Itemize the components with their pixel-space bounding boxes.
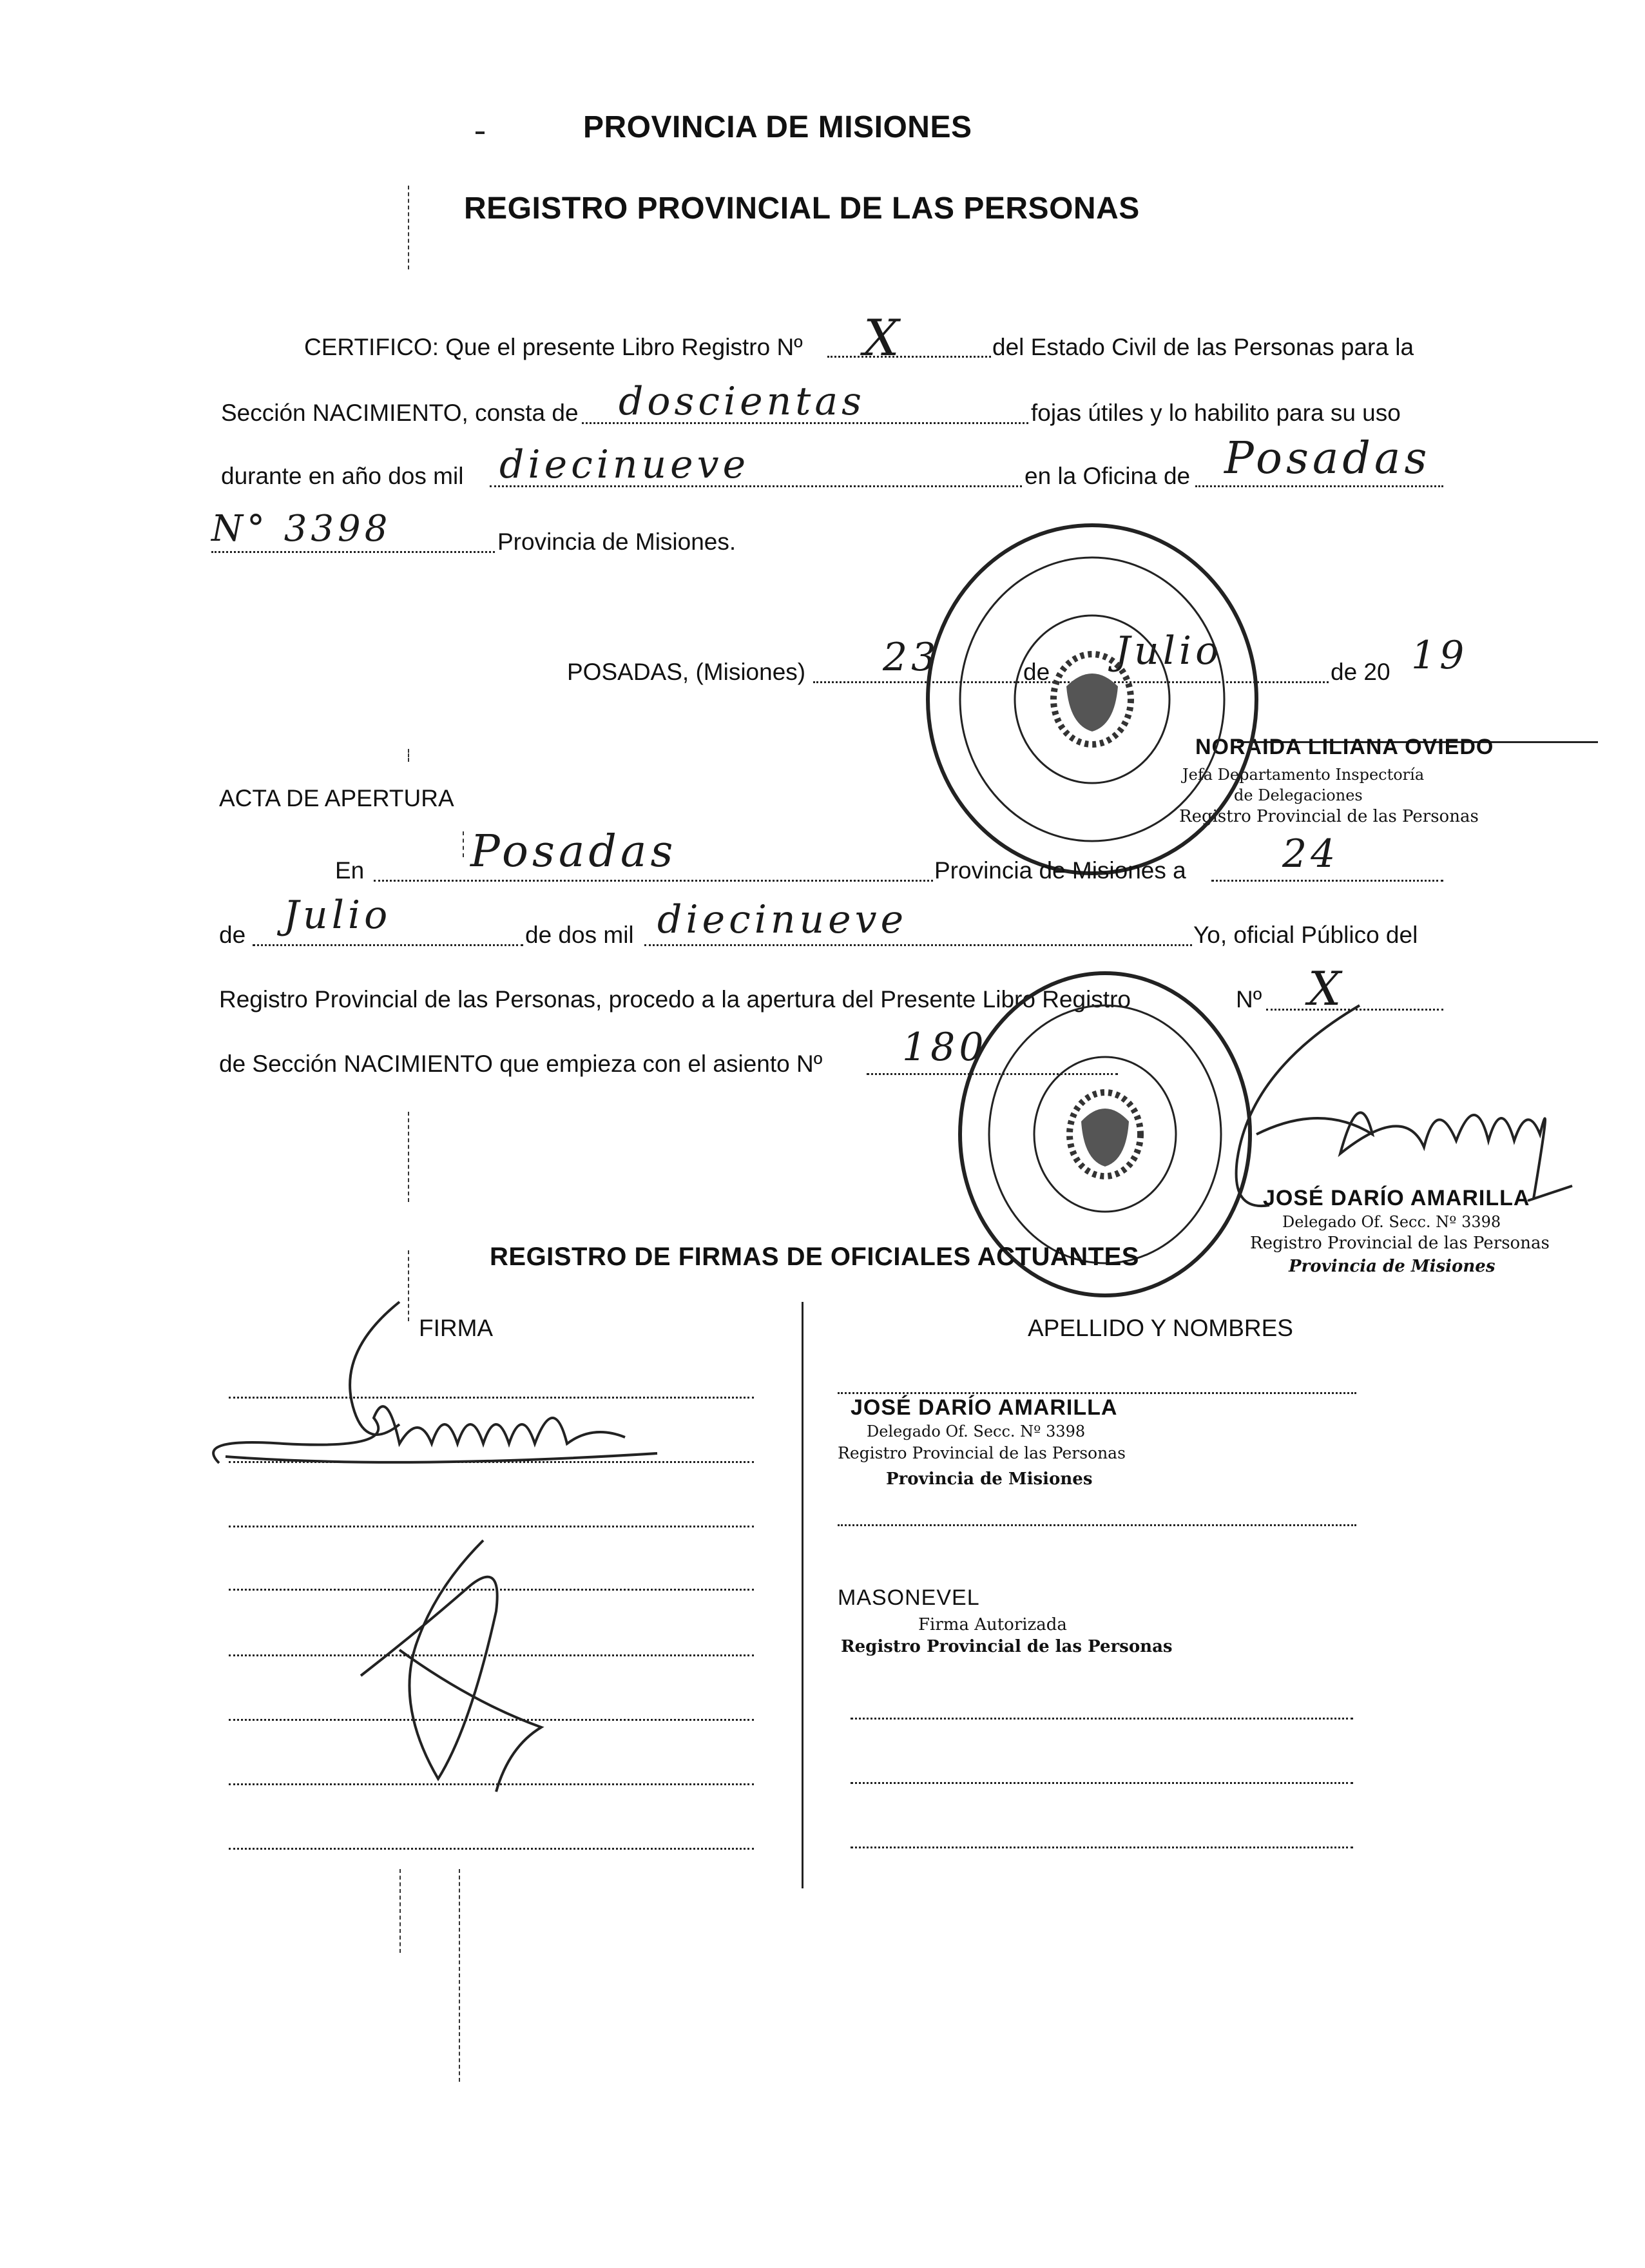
margin-mark xyxy=(459,1869,460,2082)
stamp-name: JOSÉ DARÍO AMARILLA xyxy=(1263,1186,1530,1210)
year-prefix: de 20 xyxy=(1331,659,1390,685)
handwritten-signature xyxy=(1211,993,1598,1250)
margin-mark xyxy=(408,749,409,762)
dotted-fill xyxy=(1211,880,1443,882)
signer-name: MASONEVEL xyxy=(838,1585,980,1610)
registry-title: REGISTRO PROVINCIAL DE LAS PERSONAS xyxy=(464,191,1140,226)
acta-province-label: Provincia de Misiones a xyxy=(934,857,1186,884)
nombres-row xyxy=(851,1718,1353,1720)
signatures-heading: REGISTRO DE FIRMAS DE OFICIALES ACTUANTES xyxy=(490,1243,1139,1271)
office-handwritten: Posadas xyxy=(1224,433,1431,484)
stamp-title1: Jefa Departamento Inspectoría xyxy=(1182,766,1425,784)
acta-line3: Registro Provincial de las Personas, procedo a la apertura del Presente Libro Registro xyxy=(219,986,1131,1013)
dotted-fill xyxy=(374,880,933,882)
nombres-row xyxy=(851,1846,1353,1848)
cert-line1-a: CERTIFICO: Que el presente Libro Registro Nº xyxy=(304,334,803,360)
office-number-handwritten: N° 3398 xyxy=(211,508,392,550)
margin-mark xyxy=(408,1112,409,1202)
acta-day-handwritten: 24 xyxy=(1282,831,1340,877)
year-handwritten: diecinueve xyxy=(499,442,750,487)
place-date-prefix: POSADAS, (Misiones) xyxy=(567,659,806,685)
cert-line4: Provincia de Misiones. xyxy=(497,528,736,555)
pages-handwritten: doscientas xyxy=(619,379,865,424)
province-title: PROVINCIA DE MISIONES xyxy=(583,110,972,144)
stamp-title2: de Delegaciones xyxy=(1234,786,1363,804)
acta-year-handwritten: diecinueve xyxy=(657,897,908,942)
nombres-row xyxy=(838,1524,1356,1526)
date-de-label: de xyxy=(1023,659,1050,685)
col-nombres-header: APELLIDO Y NOMBRES xyxy=(1028,1315,1293,1341)
stamp-title2: Registro Provincial de las Personas xyxy=(1250,1234,1550,1253)
acta-official-label: Yo, oficial Público del xyxy=(1193,922,1418,948)
signer-name: JOSÉ DARÍO AMARILLA xyxy=(851,1395,1118,1420)
nombres-row xyxy=(838,1392,1356,1394)
dotted-fill xyxy=(827,356,991,358)
acta-de-label: de xyxy=(219,922,246,948)
year-suffix-handwritten: 19 xyxy=(1411,633,1468,678)
acta-nro-label: Nº xyxy=(1236,986,1262,1013)
nombres-row xyxy=(851,1782,1353,1784)
acta-book-handwritten: X xyxy=(1308,962,1345,1016)
acta-heading: ACTA DE APERTURA xyxy=(219,785,454,811)
dotted-fill xyxy=(644,944,1192,946)
signer-title1: Delegado Of. Secc. Nº 3398 xyxy=(867,1422,1086,1440)
signer-title3: Provincia de Misiones xyxy=(886,1469,1093,1489)
entry-number-handwritten: 180 xyxy=(902,1025,988,1070)
firma-row xyxy=(229,1526,754,1527)
acta-en-label: En xyxy=(335,857,365,884)
acta-dos-mil-label: de dos mil xyxy=(525,922,634,948)
handwritten-signature xyxy=(342,1534,561,1805)
cert-line1-b: del Estado Civil de las Personas para la xyxy=(992,334,1414,360)
cert-line3-a: durante en año dos mil xyxy=(221,463,464,489)
column-divider xyxy=(802,1302,803,1888)
signer-title2: Registro Provincial de las Personas xyxy=(838,1444,1126,1462)
cert-line3-b: en la Oficina de xyxy=(1025,463,1191,489)
margin-mark xyxy=(408,186,409,269)
margin-mark xyxy=(463,831,464,857)
day-handwritten: 23 xyxy=(883,635,940,680)
dotted-fill xyxy=(253,944,523,946)
cert-line2-a: Sección NACIMIENTO, consta de xyxy=(221,400,579,426)
city-handwritten: Posadas xyxy=(470,826,677,877)
dotted-fill xyxy=(211,551,495,553)
stamp-title1: Delegado Of. Secc. Nº 3398 xyxy=(1282,1213,1501,1231)
month-handwritten: Julio xyxy=(1115,628,1223,674)
acta-month-handwritten: Julio xyxy=(284,893,392,938)
stamp-title3: Provincia de Misiones xyxy=(1289,1257,1496,1276)
dotted-fill xyxy=(1195,485,1443,487)
stamp-name: NORAIDA LILIANA OVIEDO xyxy=(1195,735,1494,759)
official-seal-icon xyxy=(921,519,1263,880)
stamp-title3: Registro Provincial de las Personas xyxy=(1179,807,1479,826)
signer-title2: Registro Provincial de las Personas xyxy=(841,1637,1173,1656)
firma-row xyxy=(229,1848,754,1850)
dash-mark xyxy=(476,131,485,134)
cert-line2-b: fojas útiles y lo habilito para su uso xyxy=(1031,400,1401,426)
col-firma-header: FIRMA xyxy=(419,1315,494,1341)
acta-line4: de Sección NACIMIENTO que empieza con el asiento Nº xyxy=(219,1051,823,1077)
margin-mark xyxy=(399,1869,401,1953)
signer-title1: Firma Autorizada xyxy=(918,1615,1067,1634)
handwritten-signature xyxy=(206,1295,722,1489)
book-number-handwritten: X xyxy=(863,309,903,367)
